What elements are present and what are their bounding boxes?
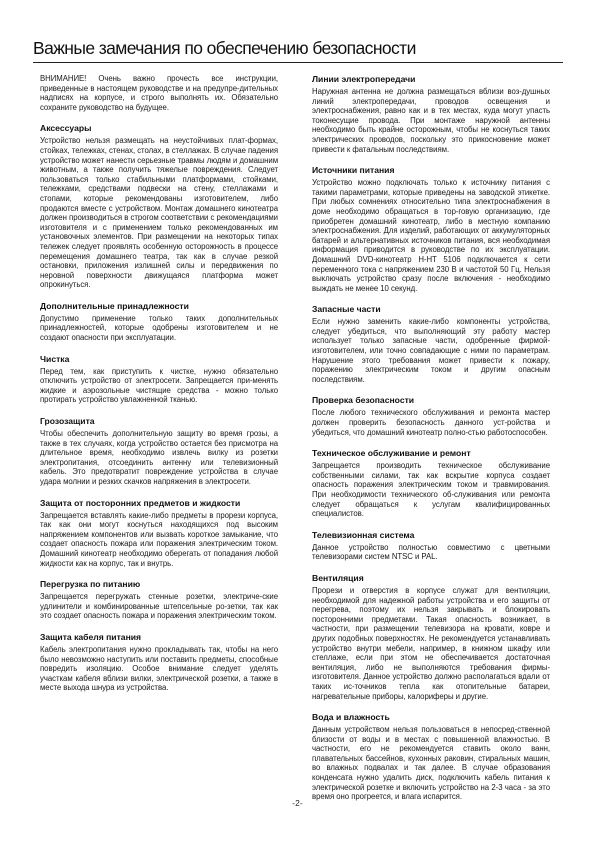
section-text: Данным устройством нельзя пользоваться в непосред-ственной близости от воды и в местах с повышенной влажностью. В частности, его не рекомендуется ставить около ванн, плавательных бассейнов, кухонных раковин, стиральных машин, во влажных подвалах и так далее. В случае образования конденсата нужно удалить диск, подключить кабель питания к электрической розетке и включить устройство на 2-3 часа - за это время оно прогреется, и влага испарится.: [312, 725, 550, 802]
section-heading: Аксессуары: [40, 123, 92, 134]
section-heading: Вода и влажность: [312, 712, 390, 723]
lightning-section: [40, 416, 278, 487]
attachments-section: [40, 301, 278, 343]
section-text: Кабель электропитания нужно прокладывать так, чтобы на него было невозможно наступить или поставить предметы, способные повредить изоляцию. Особое внимание следует уделять участкам кабеля вблизи вилки, электрической розетки, а также в месте выхода шнура из устройства.: [40, 644, 278, 693]
water-moisture-section: [312, 712, 550, 802]
section-text: Данное устройство полностью совместимо с цветными телевизорами систем NTSC и PAL.: [312, 542, 550, 562]
section-heading: Техническое обслуживание и ремонт: [312, 448, 471, 459]
object-liquid-section: [40, 498, 278, 569]
ventilation-section: [312, 573, 550, 701]
spare-parts-section: [312, 304, 550, 384]
section-heading: Перегрузка по питанию: [40, 579, 141, 590]
section-text: Запрещается вставлять какие-либо предметы в прорези корпуса, так как они могут коснуться находящихся под высоким напряжением компонентов или вызвать короткое замыкание, что создает опасность пожара или поражения электрическим током. Домашний кинотеатр необходимо оберегать от попадания любой жидкости как на корпус, так и внутрь.: [40, 510, 278, 568]
safety-check-section: [312, 395, 550, 437]
section-text: Перед тем, как приступить к чистке, нужно обязательно отключить устройство от электросети. Запрещается при-менять жидкие и аэрозольные чистящие средства - можно только протирать устройство увлажненной тканью.: [40, 366, 278, 405]
section-text: Запрещается перегружать стенные розетки, электриче-ские удлинители и комбинированные штепсельные ро-зетки, так как это создает опасность пожара и поражения электрическим током.: [40, 592, 278, 621]
section-text: Прорези и отверстия в корпусе служат для вентиляции, необходимой для надежной работы устройства и его защиты от перегрева, поэтому их нельзя закрывать и блокировать посторонними предметами. Такая опасность возникает, в частности, при размещении телевизора на кровати, ковре и других подобных поверхностях. Не рекомендуется устанавливать устройство внутри мебели, например, в книжном шкафу или стеллаже, если при этом не обеспечивается достаточная вентиляция, либо не выполняются требования фирмы-изготовителя. Данное устройство должно располагаться вдали от таких ис-точников тепла как отопительные батареи, нагревательные приборы, калориферы и другие.: [312, 585, 550, 701]
page-title: Важные замечания по обеспечению безопасности: [33, 38, 416, 58]
section-text: Устройство можно подключать только к источнику питания с такими параметрами, которые приведены на заводской этикетке. При любых сомнениях относительно типа электроснабжения в доме необходимо обращаться в тор-говую организацию, где приобретен домашний кинотеатр, либо в местную компанию электроснабжения. Для изделий, работающих от аккумуляторных батарей и альтернативных источников питания, вся необходимая информация приводится в руководстве по их эксплуатации. Домашний DVD-кинотеатр H-HT 5106 подключается к сети переменного тока с напряжением 230 В и частотой 50 Гц. Нельзя выключать устройство сразу после включения - необходимо выждать не менее 10 секунд.: [312, 178, 550, 293]
servicing-section: [312, 448, 550, 519]
title-divider: [33, 62, 563, 63]
section-heading: Телевизионная система: [312, 529, 415, 540]
section-heading: Линии электропередачи: [312, 74, 416, 84]
left-column: [40, 74, 278, 704]
section-text: После любого технического обслуживания и ремонта мастер должен проверить безопасность данного уст-ройства и убедиться, что домашний кинотеатр полно-стью работоспособен.: [312, 408, 550, 437]
section-heading: Запасные части: [312, 304, 381, 315]
section-heading: Чистка: [40, 353, 70, 364]
cleaning-section: [40, 354, 278, 405]
warning-section: [40, 74, 278, 112]
tv-system-section: [312, 530, 550, 562]
section-heading: Дополнительные принадлежности: [40, 300, 189, 311]
section-text: Устройство нельзя размещать на неустойчивых плат-формах, стойках, тележках, стенах, столах, в стеллажах. В случае падения устройство может нанести серьезные травмы людям и домашним животным, а также получить тяжелые повреждения. Следует пользоваться только стабильными платформами, стойками, тележками, средствами подвески на стену, стеллажами и стопами, которые рекомендованы изготовителем, либо продаются вместе с устройством. Монтаж домашнего кинотеатра должен производиться в строгом соответствии с рекомендациями изготовителя и с применением только рекомендованных им установочных элементов. При размещении на некоторых типах тележек следует проявлять особенную осторожность в процессе перемещения домашнего театра, так как в случае резкой остановки, приложения излишней силы и передвижения по неровной поверхности движущаяся платформа может опрокинуться.: [40, 136, 278, 290]
accessories-section: [40, 123, 278, 290]
section-heading: Источники питания: [312, 165, 395, 176]
section-heading: Вентиляция: [312, 572, 364, 583]
section-heading: Защита от посторонних предметов и жидкости: [40, 497, 241, 508]
warning-text: ВНИМАНИЕ! Очень важно прочесть все инструкции, приведенные в настоящем руководстве и на предупре-дительных надписях на корпусе, и строго выполнять их. Обязательно сохраните руководство на будущее.: [40, 74, 278, 112]
section-heading: Защита кабеля питания: [40, 631, 142, 642]
section-text: Чтобы обеспечить дополнительную защиту во время грозы, а также в тех случаях, когда устройство остается без присмотра на длительное время, необходимо извлечь вилку из розетки электропитания, отсоединить антенну или телевизионный кабель. Это предотвратит повреждение устройства в случае удара молнии и резких скачков напряжения в электросети.: [40, 429, 278, 486]
section-text: Допустимо применение только таких дополнительных принадлежностей, которые одобрены изготовителем и не создают опасности при эксплуатации.: [40, 313, 278, 343]
power-cord-section: [40, 632, 278, 693]
section-text: Если нужно заменить какие-либо компоненты устройства, следует убедиться, что выполняющий эту работу мастер использует только запасные части, одобренные фирмой-изготовителем, или точно совпадающие с ними по параметрам. Нарушение этого требования может привести к пожару, поражению электрическим током и другим опасным последствиям.: [312, 317, 550, 384]
section-heading: Грозозащита: [40, 416, 95, 427]
right-column: [312, 74, 550, 813]
section-text: Наружная антенна не должна размещаться вблизи воз-душных линий электропередачи, проводов освещения и электроснабжения, равно как и в тех местах, куда могут упасть токонесущие провода. При монтаже наружной антенны необходимо быть крайне осторожным, чтобы не коснуться таких электрических проводов, поскольку это прикосновение может привести к фатальным последствиям.: [312, 87, 550, 154]
section-text: Запрещается производить техническое обслуживание собственными силами, так как вскрытие корпуса создает опасность поражения электрическим током и травмирования. При необходимости технического об-служивания или ремонта следует обращаться к услугам квалифицированных специалистов.: [312, 461, 550, 519]
section-heading: Проверка безопасности: [312, 395, 415, 406]
overload-section: [40, 579, 278, 621]
power-sources-section: [312, 165, 550, 293]
power-lines-section: [312, 74, 550, 154]
page-number: -2-: [292, 798, 303, 808]
